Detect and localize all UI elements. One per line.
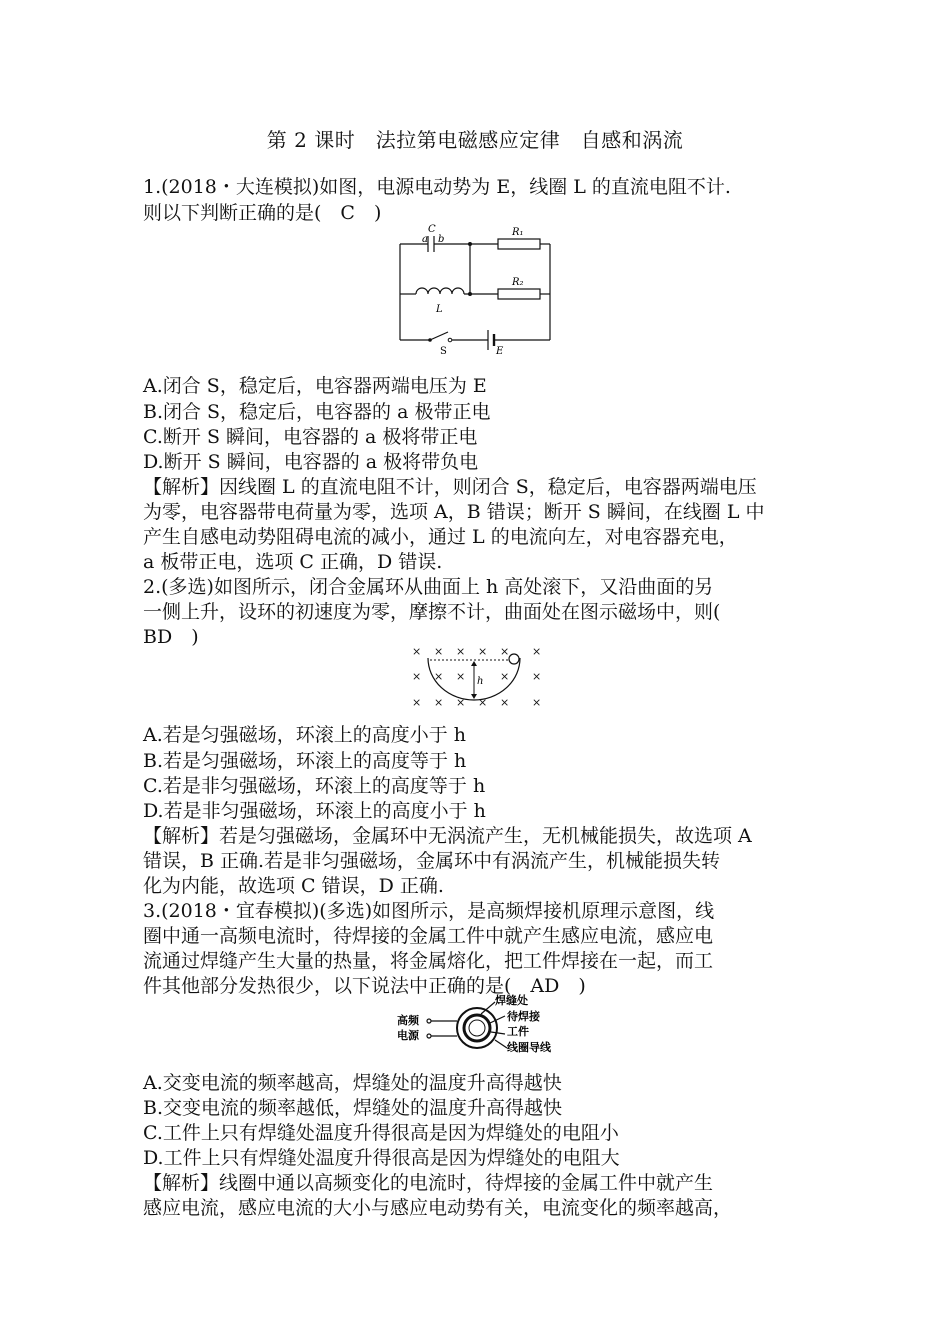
q2-cross: ×: [412, 696, 422, 709]
q2-cross: ×: [456, 645, 466, 658]
q2-cross: ×: [434, 696, 444, 709]
q1-label-E: E: [496, 346, 504, 356]
q2-option-d: D.若是非匀强磁场，环滚上的高度小于 h: [143, 800, 486, 822]
q3-stem-line-3: 流通过焊缝产生大量的热量，将金属熔化，把工件焊接在一起，而工: [143, 950, 714, 972]
q1-analysis-line-3: 产生自感电动势阻碍电流的减小，通过 L 的电流向左，对电容器充电，: [143, 526, 738, 548]
q1-label-R2: R₂: [512, 277, 524, 288]
q3-stem-line-4: 件其他部分发热很少，以下说法中正确的是( AD ): [143, 975, 586, 997]
page-title: 第 2 课时 法拉第电磁感应定律 自感和涡流: [266, 128, 684, 152]
q3-stem-line-2: 圈中通一高频电流时，待焊接的金属工件中就产生感应电流，感应电: [143, 925, 714, 947]
q1-stem-line-1: 1.(2018・大连模拟)如图，电源电动势为 E，线圈 L 的直流电阻不计.: [143, 176, 731, 198]
q2-stem-line-1: 2.(多选)如图所示，闭合金属环从曲面上 h 高处滚下，又沿曲面的另: [143, 576, 714, 598]
q2-option-b: B.若是匀强磁场，环滚上的高度等于 h: [143, 750, 467, 772]
q2-analysis-line-1: 【解析】若是匀强磁场，金属环中无涡流产生，无机械能损失，故选项 A: [143, 825, 752, 847]
q3-option-a: A.交变电流的频率越高，焊缝处的温度升高得越快: [143, 1072, 562, 1094]
q1-label-a: a: [422, 234, 428, 245]
q1-stem-line-2: 则以下判断正确的是( C ): [143, 202, 382, 224]
q2-cross: ×: [434, 670, 444, 683]
q3-label-seam: 焊缝处: [495, 994, 528, 1007]
q2-stem-line-3: BD ): [143, 626, 199, 648]
q3-option-d: D.工件上只有焊缝处温度升得很高是因为焊缝处的电阻大: [143, 1147, 620, 1169]
q1-label-L: L: [436, 304, 443, 315]
q2-analysis-line-3: 化为内能，故选项 C 错误，D 正确.: [143, 875, 444, 897]
q1-label-R1: R₁: [512, 227, 524, 238]
q2-cross: ×: [478, 645, 488, 658]
q2-cross: ×: [456, 670, 466, 683]
q3-label-wire: 线圈导线: [507, 1041, 551, 1054]
q2-cross: ×: [456, 696, 466, 709]
q3-stem-line-1: 3.(2018・宜春模拟)(多选)如图所示，是高频焊接机原理示意图，线: [143, 900, 715, 922]
q2-cross: ×: [478, 696, 488, 709]
q1-option-b: B.闭合 S，稳定后，电容器的 a 极带正电: [143, 401, 491, 423]
q3-label-source-2: 电源: [397, 1029, 419, 1042]
q1-label-C: C: [428, 224, 436, 235]
q2-cross: ×: [532, 696, 542, 709]
q2-option-c: C.若是非匀强磁场，环滚上的高度等于 h: [143, 775, 486, 797]
q2-cross: ×: [412, 670, 422, 683]
q1-analysis-line-2: 为零，电容器带电荷量为零，选项 A，B 错误；断开 S 瞬间，在线圈 L 中: [143, 501, 765, 523]
q2-cross: ×: [434, 645, 444, 658]
q1-option-a: A.闭合 S，稳定后，电容器两端电压为 E: [143, 375, 487, 397]
q2-cross: ×: [500, 645, 510, 658]
q3-option-c: C.工件上只有焊缝处温度升得很高是因为焊缝处的电阻小: [143, 1122, 619, 1144]
q1-analysis-line-1: 【解析】因线圈 L 的直流电阻不计，则闭合 S，稳定后，电容器两端电压: [143, 476, 757, 498]
q1-option-d: D.断开 S 瞬间，电容器的 a 极将带负电: [143, 451, 479, 473]
q2-cross: ×: [532, 645, 542, 658]
q3-label-source-1: 高频: [397, 1014, 419, 1027]
q2-cross: ×: [500, 670, 510, 683]
q3-analysis-line-2: 感应电流，感应电流的大小与感应电动势有关，电流变化的频率越高，: [143, 1197, 733, 1219]
q3-welding-figure: [395, 994, 565, 1062]
q2-magnetic-field-figure: [408, 644, 548, 710]
q3-label-work-2: 工件: [507, 1025, 529, 1038]
q3-option-b: B.交变电流的频率越低，焊缝处的温度升高得越快: [143, 1097, 563, 1119]
q1-circuit-figure: [390, 222, 560, 356]
q1-analysis-line-4: a 板带正电，选项 C 正确，D 错误.: [143, 551, 443, 573]
q2-cross: ×: [532, 670, 542, 683]
q2-label-h: h: [477, 676, 484, 687]
q1-label-S: S: [440, 346, 447, 356]
q1-option-c: C.断开 S 瞬间，电容器的 a 极将带正电: [143, 426, 478, 448]
q2-cross: ×: [500, 696, 510, 709]
q2-stem-line-2: 一侧上升，设环的初速度为零，摩擦不计，曲面处在图示磁场中，则(: [143, 601, 721, 623]
q3-analysis-line-1: 【解析】线圈中通以高频变化的电流时，待焊接的金属工件中就产生: [143, 1172, 714, 1194]
q3-label-work-1: 待焊接: [507, 1010, 540, 1023]
q1-label-b: b: [438, 234, 445, 245]
q2-analysis-line-2: 错误，B 正确.若是非匀强磁场，金属环中有涡流产生，机械能损失转: [143, 850, 721, 872]
q2-cross: ×: [412, 645, 422, 658]
q2-option-a: A.若是匀强磁场，环滚上的高度小于 h: [143, 724, 467, 746]
